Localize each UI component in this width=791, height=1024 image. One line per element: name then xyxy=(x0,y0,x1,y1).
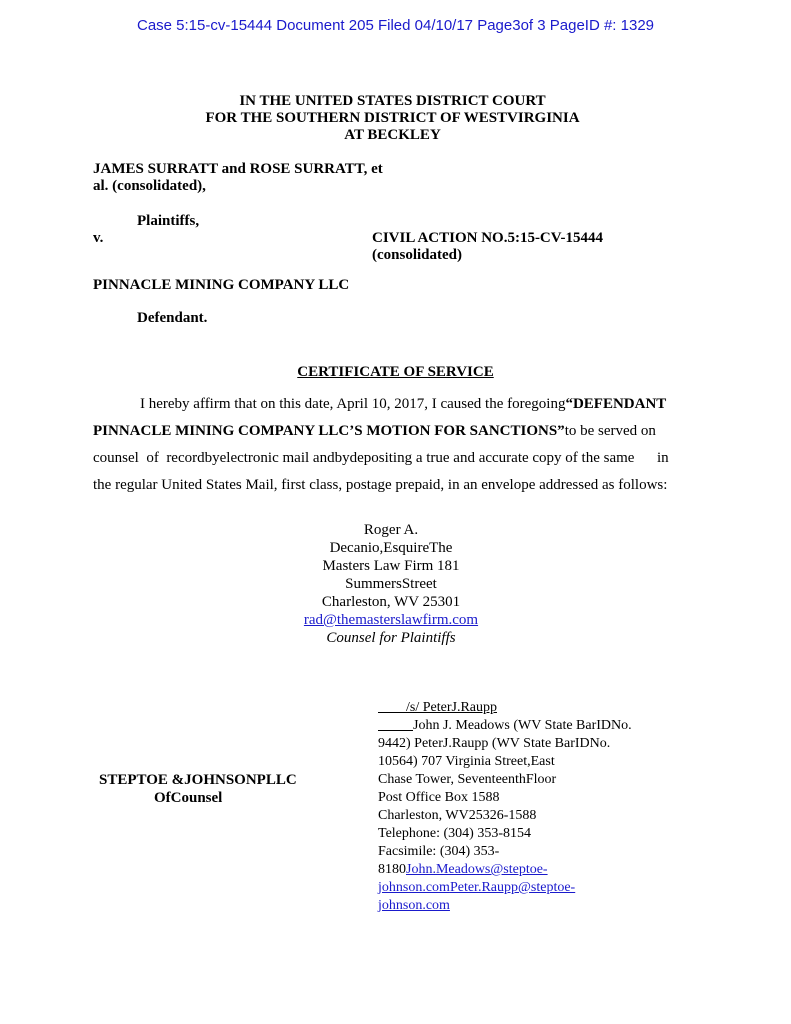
recipient-email-link[interactable]: rad@themasterslawfirm.com xyxy=(303,612,479,628)
defendant-label: Defendant. xyxy=(137,310,208,326)
civil-action-consolidated: (consolidated) xyxy=(372,247,462,263)
certificate-paragraph-line2 xyxy=(93,418,703,445)
paragraph-text: I hereby affirm that on this date, April 10, 2017, I caused the foregoing xyxy=(140,396,566,412)
raupp-email-link-part1[interactable]: Peter.Raupp@steptoe- xyxy=(449,880,576,895)
recipient-role: Counsel for Plaintiffs xyxy=(326,630,456,646)
attorney-line4: Chase Tower, SeventeenthFloor xyxy=(378,772,557,787)
blank-underline xyxy=(378,718,413,733)
attorney-line2: 9442) PeterJ.Raupp (WV State BarIDNo. xyxy=(378,736,611,751)
plaintiffs-label: Plaintiffs, xyxy=(137,213,200,229)
recipient-firm: Masters Law Firm 181 xyxy=(322,558,460,574)
attorney-line1 xyxy=(378,717,678,735)
signature-underlined xyxy=(378,700,497,715)
plaintiffs-names-line1: JAMES SURRATT and ROSE SURRATT, et xyxy=(93,161,383,177)
certificate-paragraph-line3: counsel of recordbyelectronic mail andbydepositing a true and accurate copy of the same in xyxy=(93,450,669,466)
defendant-name: PINNACLE MINING COMPANY LLC xyxy=(93,277,350,293)
civil-action-number: CIVIL ACTION NO.5:15-CV-15444 xyxy=(372,230,603,246)
court-name-line2: FOR THE SOUTHERN DISTRICT OF WESTVIRGINIA xyxy=(205,110,580,126)
recipient-name-line1: Roger A. xyxy=(363,522,419,538)
recipient-street: SummersStreet xyxy=(345,576,437,592)
certificate-paragraph-line4: the regular United States Mail, first class, postage prepaid, in an envelope addressed as follows: xyxy=(93,477,668,493)
attorney-email-row2 xyxy=(378,897,678,915)
recipient-name-line2: Decanio,EsquireThe xyxy=(329,540,453,556)
motion-title-start: “DEFENDANT xyxy=(565,396,667,412)
recipient-email-row xyxy=(0,611,782,629)
attorney-fax-email-row xyxy=(378,861,678,879)
paragraph-text: to be served on xyxy=(564,423,656,439)
case-header-stamp: Case 5:15-cv-15444 Document 205 Filed 04/10/17 Page3of 3 PageID #: 1329 xyxy=(136,17,655,34)
recipient-city: Charleston, WV 25301 xyxy=(321,594,461,610)
court-name-line3: AT BECKLEY xyxy=(344,127,441,143)
certificate-paragraph-line1 xyxy=(93,391,703,418)
of-counsel-label: OfCounsel xyxy=(154,790,223,806)
signature-text: /s/ PeterJ.Raupp xyxy=(406,700,497,715)
raupp-email-link-part2[interactable]: johnson.com xyxy=(378,898,450,913)
attorney-line6: Charleston, WV25326-1588 xyxy=(378,808,537,823)
firm-name: STEPTOE &JOHNSONPLLC xyxy=(99,772,297,788)
attorney-facsimile: Facsimile: (304) 353- xyxy=(378,844,500,859)
attorney-email-row xyxy=(378,879,678,897)
versus-label: v. xyxy=(93,230,104,246)
plaintiffs-names-line2: al. (consolidated), xyxy=(93,178,206,194)
fax-suffix: 8180 xyxy=(378,862,406,877)
motion-title: PINNACLE MINING COMPANY LLC’S MOTION FOR SANCTIONS” xyxy=(93,423,565,439)
court-name-line1: IN THE UNITED STATES DISTRICT COURT xyxy=(239,93,546,109)
meadows-email-link-part1[interactable]: John.Meadows@steptoe- xyxy=(406,862,548,877)
meadows-email-link-part2[interactable]: johnson.com xyxy=(378,880,450,895)
attorney-line5: Post Office Box 1588 xyxy=(378,790,500,805)
attorney-telephone: Telephone: (304) 353-8154 xyxy=(378,826,531,841)
signature-line xyxy=(378,699,678,717)
attorney-text: John J. Meadows (WV State BarIDNo. xyxy=(413,718,632,733)
attorney-line3: 10564) 707 Virginia Street,East xyxy=(378,754,555,769)
certificate-title: CERTIFICATE OF SERVICE xyxy=(297,364,494,380)
